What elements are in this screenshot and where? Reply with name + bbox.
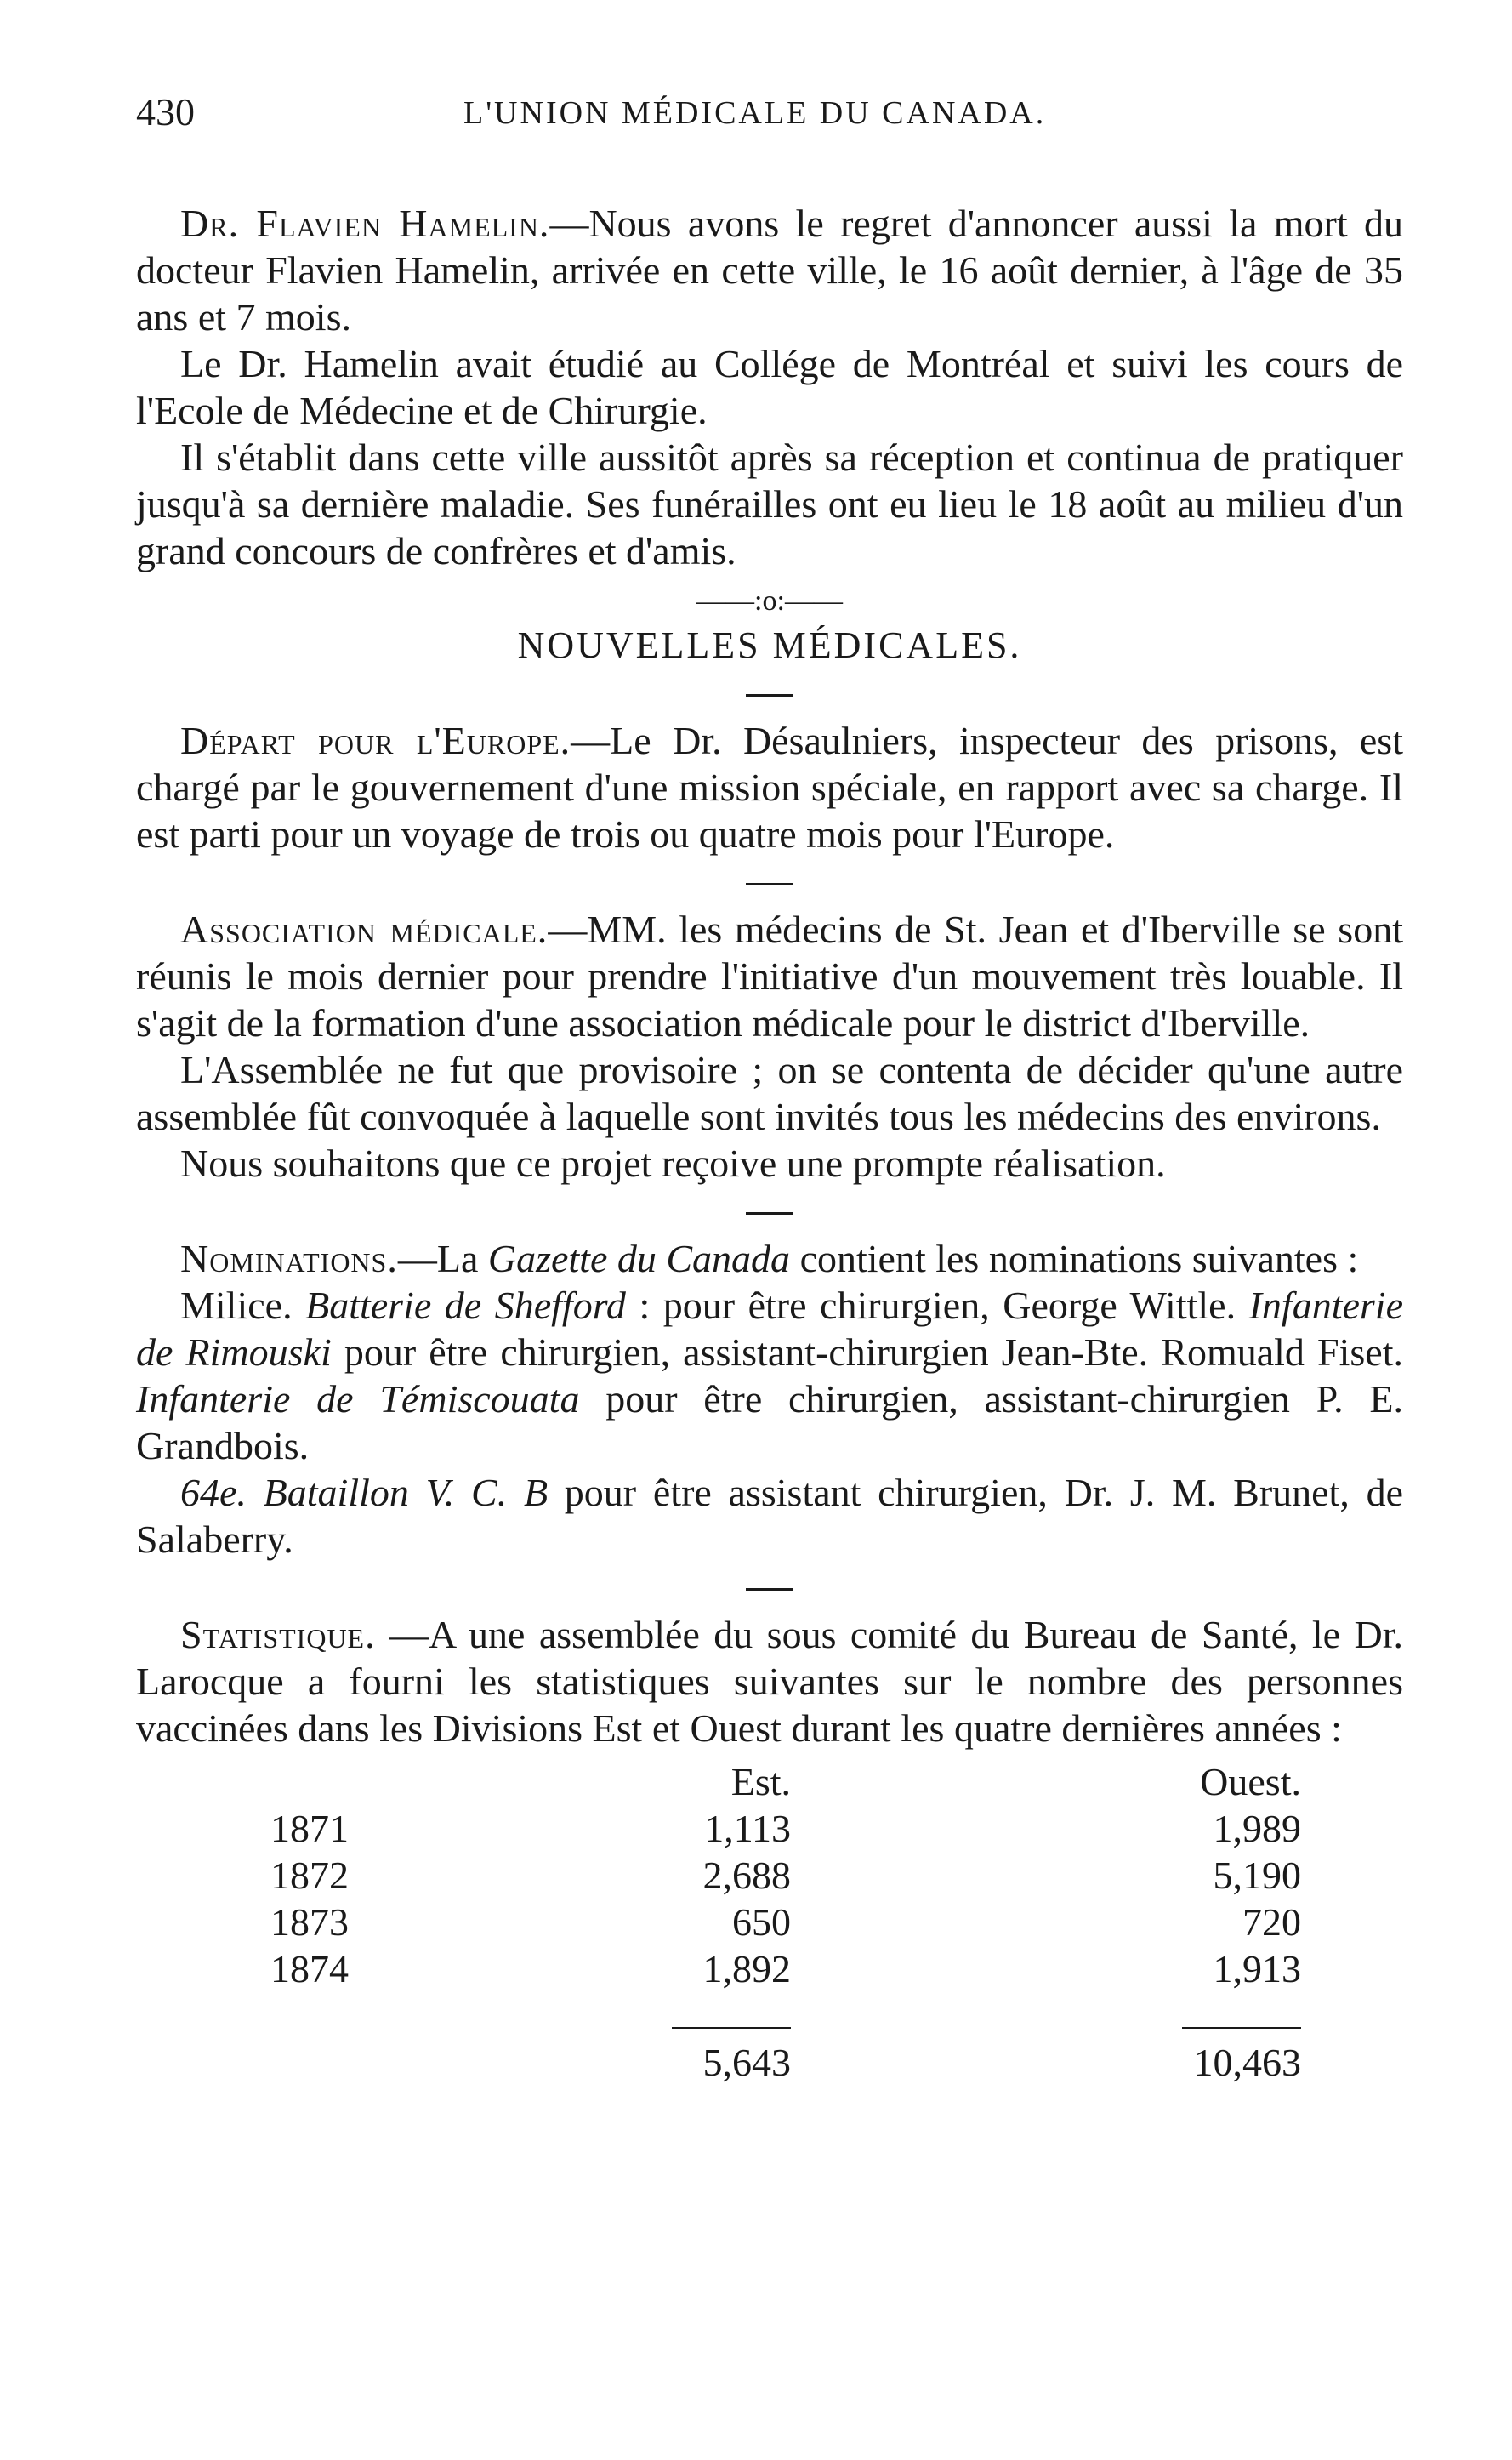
total-ouest: 10,463 [1193, 2041, 1301, 2084]
nominations-paragraph [136, 1235, 1403, 1282]
unit-bataillon: 64e. Bataillon V. C. B [180, 1471, 549, 1514]
statistique-text: —A une assemblée du sous comité du Bureau de Santé, le Dr. Larocque a fourni les statistiques suivantes sur le nombre des personnes vaccinées dans les Divisions Est et Ouest durant les quatre dernières années : [136, 1613, 1403, 1750]
statistique-heading: Statistique. [180, 1613, 376, 1656]
statistique-paragraph [136, 1611, 1403, 1751]
cell-ouest: 1,913 [1213, 1947, 1301, 1990]
hamelin-paragraph-2: Le Dr. Hamelin avait étudié au Collége de Montréal et suivi les cours de l'Ecole de Médecine et de Chirurgie. [136, 342, 1403, 432]
section-title: NOUVELLES MÉDICALES. [517, 624, 1022, 666]
cell-est: 650 [732, 1900, 791, 1944]
hamelin-text-1: —Nous avons le regret d'annoncer aussi la mort du docteur Flavien Hamelin, arrivée en cette ville, le 16 août dernier, à l'âge de 35 ans et 7 mois. [136, 202, 1403, 339]
sum-rule [1182, 2027, 1301, 2029]
milice-paragraph [136, 1282, 1403, 1469]
milice-label: Milice. [180, 1284, 306, 1327]
ornament-divider: ——:o:—— [696, 585, 843, 617]
hamelin-paragraph [136, 200, 1403, 340]
table-row [136, 1852, 1301, 1899]
nominations-heading: Nominations. [180, 1237, 398, 1280]
vaccination-table [136, 1758, 1301, 2086]
hamelin-paragraph-3: Il s'établit dans cette ville aussitôt après sa réception et continua de pratiquer jusqu'à sa dernière maladie. Ses funérailles ont eu lieu le 18 août au milieu d'un grand concours de confrères et d'amis. [136, 436, 1403, 572]
cell-year: 1873 [270, 1900, 349, 1944]
nominations-intro-end: contient les nominations suivantes : [790, 1237, 1359, 1280]
cell-ouest: 1,989 [1213, 1807, 1301, 1850]
total-row [136, 2039, 1301, 2086]
depart-paragraph [136, 717, 1403, 857]
separator-rule [746, 1212, 793, 1215]
journal-page [136, 89, 1403, 2086]
bataillon-text: pour être assistant chirurgien, Dr. J. M. Brunet, de Salaberry. [136, 1471, 1403, 1561]
cell-est: 1,113 [704, 1807, 791, 1850]
milice-text-3: pour être chirurgien, assistant-chirurgien P. E. Grandbois. [136, 1377, 1403, 1467]
total-est: 5,643 [702, 2041, 791, 2084]
depart-text: —Le Dr. Désaulniers, inspecteur des prisons, est chargé par le gouvernement d'une mission spéciale, en rapport avec sa charge. Il est parti pour un voyage de trois ou quatre mois pour l'Europe. [136, 719, 1403, 856]
cell-ouest: 5,190 [1213, 1854, 1301, 1897]
col-header-ouest: Ouest. [1200, 1760, 1301, 1803]
nominations-intro: —La [397, 1237, 488, 1280]
article-body [136, 200, 1403, 2086]
sum-rule [672, 2027, 791, 2029]
unit-temiscouata: Infanterie de Témiscouata [136, 1377, 580, 1421]
hamelin-heading: Dr. Flavien Hamelin. [180, 202, 550, 245]
running-title: L'UNION MÉDICALE DU CANADA. [463, 95, 1047, 131]
col-header-est: Est. [730, 1760, 791, 1803]
cell-year: 1874 [270, 1947, 349, 1990]
table-row [136, 1899, 1301, 1945]
separator-rule [746, 883, 793, 885]
milice-text-2: pour être chirurgien, assistant-chirurgien Jean-Bte. Romuald Fiset. [331, 1330, 1403, 1374]
page-header [136, 89, 1403, 149]
association-heading: Association médicale. [180, 908, 549, 951]
page-number: 430 [136, 90, 195, 134]
unit-rimouski: Infanterie de Rimouski [136, 1284, 1404, 1374]
association-paragraph [136, 906, 1403, 1046]
association-paragraph-3: Nous souhaitons que ce projet reçoive une prompte réalisation. [180, 1142, 1166, 1185]
table-row [136, 1805, 1301, 1852]
unit-shefford: Batterie de Shefford [305, 1284, 626, 1327]
association-paragraph-2: L'Assemblée ne fut que provisoire ; on se contenta de décider qu'une autre assemblée fût convoquée à laquelle sont invités tous les médecins des environs. [136, 1048, 1403, 1138]
cell-ouest: 720 [1242, 1900, 1301, 1944]
sum-rule-row [136, 1992, 1301, 2039]
milice-text-1: : pour être chirurgien, George Wittle. [625, 1284, 1249, 1327]
cell-est: 1,892 [702, 1947, 791, 1990]
cell-year: 1872 [270, 1854, 349, 1897]
cell-year: 1871 [270, 1807, 349, 1850]
gazette-title: Gazette du Canada [487, 1237, 791, 1280]
association-text-1: —MM. les médecins de St. Jean et d'Iberville se sont réunis le mois dernier pour prendre l'initiative d'un mouvement très louable. Il s'agit de la formation d'une association médicale pour le district d'Iberville. [136, 908, 1403, 1045]
cell-est: 2,688 [702, 1854, 791, 1897]
depart-heading: Départ pour l'Europe. [180, 719, 571, 762]
separator-rule [746, 1588, 793, 1591]
table-row [136, 1945, 1301, 1992]
bataillon-paragraph [136, 1469, 1403, 1563]
table-header-row [136, 1758, 1301, 1805]
separator-rule [746, 694, 793, 697]
